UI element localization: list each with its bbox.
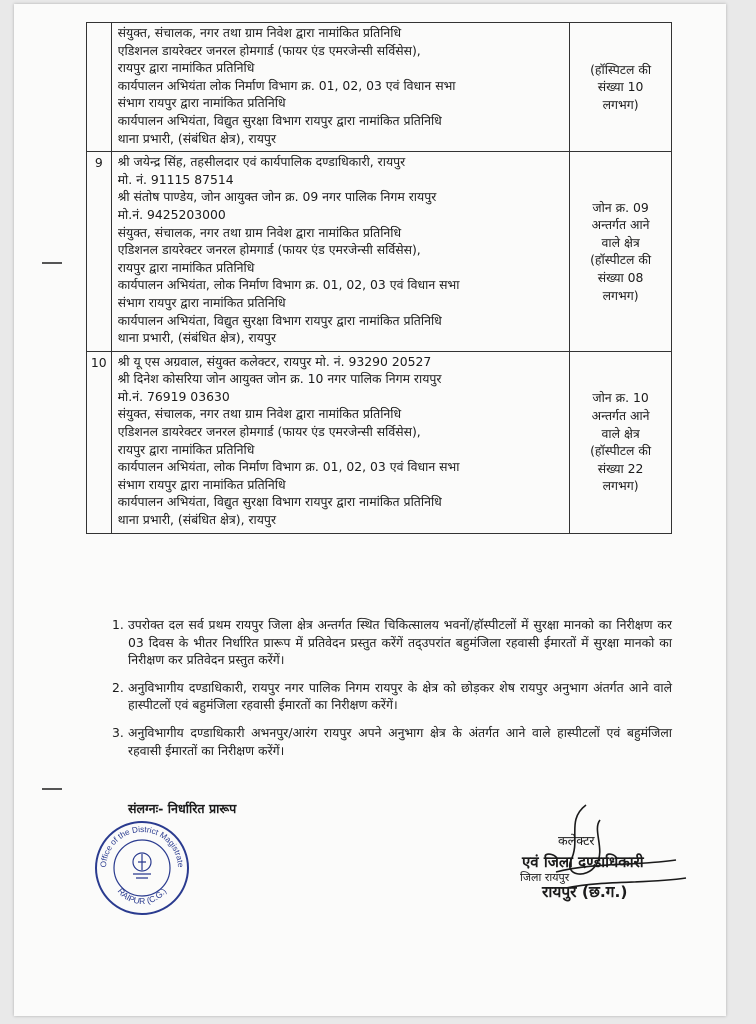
district-magistrate-seal	[92, 818, 192, 918]
instruction-text: उपरोक्त दल सर्व प्रथम रायपुर जिला क्षेत्र अन्तर्गत स्थित चिकित्सालय भवनों/हॉस्पीटलों में सुरक्षा मानको का निरीक्षण कर 03 दिवस के भीतर निर्धारित प्रारूप में प्रतिवेदन प्रस्तुत करेंगें तद्उपरांत बहुमंजिला रहवासी ईमारतों में सुरक्षा मानको का निरीक्षण कर प्रतिवेदन प्रस्तुत करेंगें।	[128, 617, 672, 668]
member-line: संभाग रायपुर द्वारा नामांकित प्रतिनिधि	[117, 95, 286, 111]
member-line: श्री दिनेश कोसरिया जोन आयुक्त जोन क्र. 10 नगर पालिक निगम रायपुर	[117, 371, 442, 387]
area-line: संख्या 22	[597, 460, 644, 476]
table-row	[87, 23, 672, 152]
member-line: मो.नं. 76919 03630	[117, 388, 230, 404]
team-allocation-table	[86, 22, 672, 534]
area-line: अन्तर्गत आने	[591, 407, 650, 423]
area-line: अन्तर्गत आने	[591, 217, 650, 233]
member-line: रायपुर द्वारा नामांकित प्रतिनिधि	[117, 441, 255, 457]
member-line: रायपुर द्वारा नामांकित प्रतिनिधि	[117, 60, 255, 76]
member-line: कार्यपालन अभियंता, लोक निर्माण विभाग क्र. 01, 02, 03 एवं विधान सभा	[117, 459, 460, 475]
instruction-item	[112, 724, 672, 759]
area-line: (हॉस्पिटल की	[590, 61, 652, 77]
member-line: श्री संतोष पाण्डेय, जोन आयुक्त जोन क्र. 09 नगर पालिक निगम रायपुर	[117, 189, 437, 205]
serial-number: 9	[87, 152, 112, 352]
member-line: मो. नं. 91115 87514	[117, 171, 234, 187]
assigned-area-cell	[570, 23, 672, 152]
member-line: संयुक्त, संचालक, नगर तथा ग्राम निवेश द्वारा नामांकित प्रतिनिधि	[117, 224, 402, 240]
area-line: जोन क्र. 10	[592, 390, 649, 406]
member-line: कार्यपालन अभियंता, विद्युत सुरक्षा विभाग रायपुर द्वारा नामांकित प्रतिनिधि	[117, 494, 442, 510]
area-line: (हॉस्पीटल की	[590, 252, 652, 268]
member-line: थाना प्रभारी, (संबंधित क्षेत्र), रायपुर	[117, 330, 277, 346]
member-line: थाना प्रभारी, (संबंधित क्षेत्र), रायपुर	[117, 130, 277, 146]
instruction-number: 1.	[112, 617, 124, 632]
member-line: एडिशनल डायरेक्टर जनरल होमगार्ड (फायर एंड एमरजेन्सी सर्विसेस),	[117, 42, 421, 58]
area-line: लगभग)	[602, 478, 639, 494]
area-line: लगभग)	[602, 96, 639, 112]
signatory-designation: कलेक्टर	[558, 833, 595, 848]
emblem-icon	[133, 853, 151, 878]
member-line: श्री जयेन्द्र सिंह, तहसीलदार एवं कार्यपालिक दण्डाधिकारी, रायपुर	[117, 154, 406, 170]
table-row	[87, 351, 672, 533]
table-row	[87, 152, 672, 352]
member-line: श्री यू एस अग्रवाल, संयुक्त कलेक्टर, रायपुर मो. नं. 93290 20527	[117, 353, 432, 369]
area-line: (हॉस्पीटल की	[590, 443, 652, 459]
team-members-cell	[111, 351, 570, 533]
margin-mark	[40, 786, 64, 792]
area-line: संख्या 10	[597, 79, 644, 95]
document-page	[14, 4, 726, 1016]
area-line: वाले क्षेत्र	[601, 425, 640, 441]
member-line: संभाग रायपुर द्वारा नामांकित प्रतिनिधि	[117, 294, 286, 310]
serial-number	[87, 23, 112, 152]
team-members-cell	[111, 23, 570, 152]
member-line: कार्यपालन अभियंता, विद्युत सुरक्षा विभाग रायपुर द्वारा नामांकित प्रतिनिधि	[117, 312, 442, 328]
assigned-area-cell	[570, 152, 672, 352]
member-line: कार्यपालन अभियंता, विद्युत सुरक्षा विभाग रायपुर द्वारा नामांकित प्रतिनिधि	[117, 112, 442, 128]
instructions-list	[112, 616, 672, 769]
signatory-title: एवं जिला दण्डाधिकारी	[522, 853, 644, 871]
instruction-number: 3.	[112, 724, 124, 740]
assigned-area-cell	[570, 351, 672, 533]
area-line: लगभग)	[602, 287, 639, 303]
member-line: रायपुर द्वारा नामांकित प्रतिनिधि	[117, 259, 255, 275]
signatory-district: जिला रायपुर	[520, 871, 570, 884]
member-line: कार्यपालन अभियंता लोक निर्माण विभाग क्र. 01, 02, 03 एवं विधान सभा	[117, 77, 456, 93]
svg-text:RAIPUR (C.G.)	[116, 886, 169, 906]
area-line: जोन क्र. 09	[592, 199, 649, 215]
team-members-cell	[111, 152, 570, 352]
member-line: मो.नं. 9425203000	[117, 206, 226, 222]
serial-number: 10	[87, 351, 112, 533]
instruction-number: 2.	[112, 679, 124, 695]
member-line: थाना प्रभारी, (संबंधित क्षेत्र), रायपुर	[117, 512, 277, 528]
margin-mark	[40, 260, 64, 266]
area-line: वाले क्षेत्र	[601, 234, 640, 250]
signatory-place: रायपुर (छ.ग.)	[542, 883, 628, 901]
instruction-item	[112, 616, 672, 669]
seal-bottom-text: RAIPUR (C.G.)	[115, 886, 169, 907]
member-line: एडिशनल डायरेक्टर जनरल होमगार्ड (फायर एंड एमरजेन्सी सर्विसेस),	[117, 242, 421, 258]
instruction-text: अनुविभागीय दण्डाधिकारी अभनपुर/आरंग रायपुर अपने अनुभाग क्षेत्र के अंतर्गत आने वाले हास्पीटलों एवं बहुमंजिला रहवासी ईमारतों का निरीक्षण करेंगें।	[128, 724, 672, 758]
member-line: एडिशनल डायरेक्टर जनरल होमगार्ड (फायर एंड एमरजेन्सी सर्विसेस),	[117, 424, 421, 440]
member-line: संभाग रायपुर द्वारा नामांकित प्रतिनिधि	[117, 476, 286, 492]
area-line: संख्या 08	[597, 270, 644, 286]
instruction-text: अनुविभागीय दण्डाधिकारी, रायपुर नगर पालिक निगम रायपुर के क्षेत्र को छोड़कर शेष रायपुर अनुभाग अंतर्गत आने वाले हास्पीटलों एवं बहुमंजिला रहवासी ईमारतों का निरीक्षण करेंगें।	[128, 679, 672, 713]
seal-top-text: Office of the District Magistrate	[98, 824, 186, 868]
enclosure-note: संलग्नः- निर्धारित प्रारूप	[128, 801, 237, 816]
instruction-item	[112, 679, 672, 714]
member-line: संयुक्त, संचालक, नगर तथा ग्राम निवेश द्वारा नामांकित प्रतिनिधि	[117, 25, 402, 40]
member-line: कार्यपालन अभियंता, लोक निर्माण विभाग क्र. 01, 02, 03 एवं विधान सभा	[117, 277, 460, 293]
member-line: संयुक्त, संचालक, नगर तथा ग्राम निवेश द्वारा नामांकित प्रतिनिधि	[117, 406, 402, 422]
